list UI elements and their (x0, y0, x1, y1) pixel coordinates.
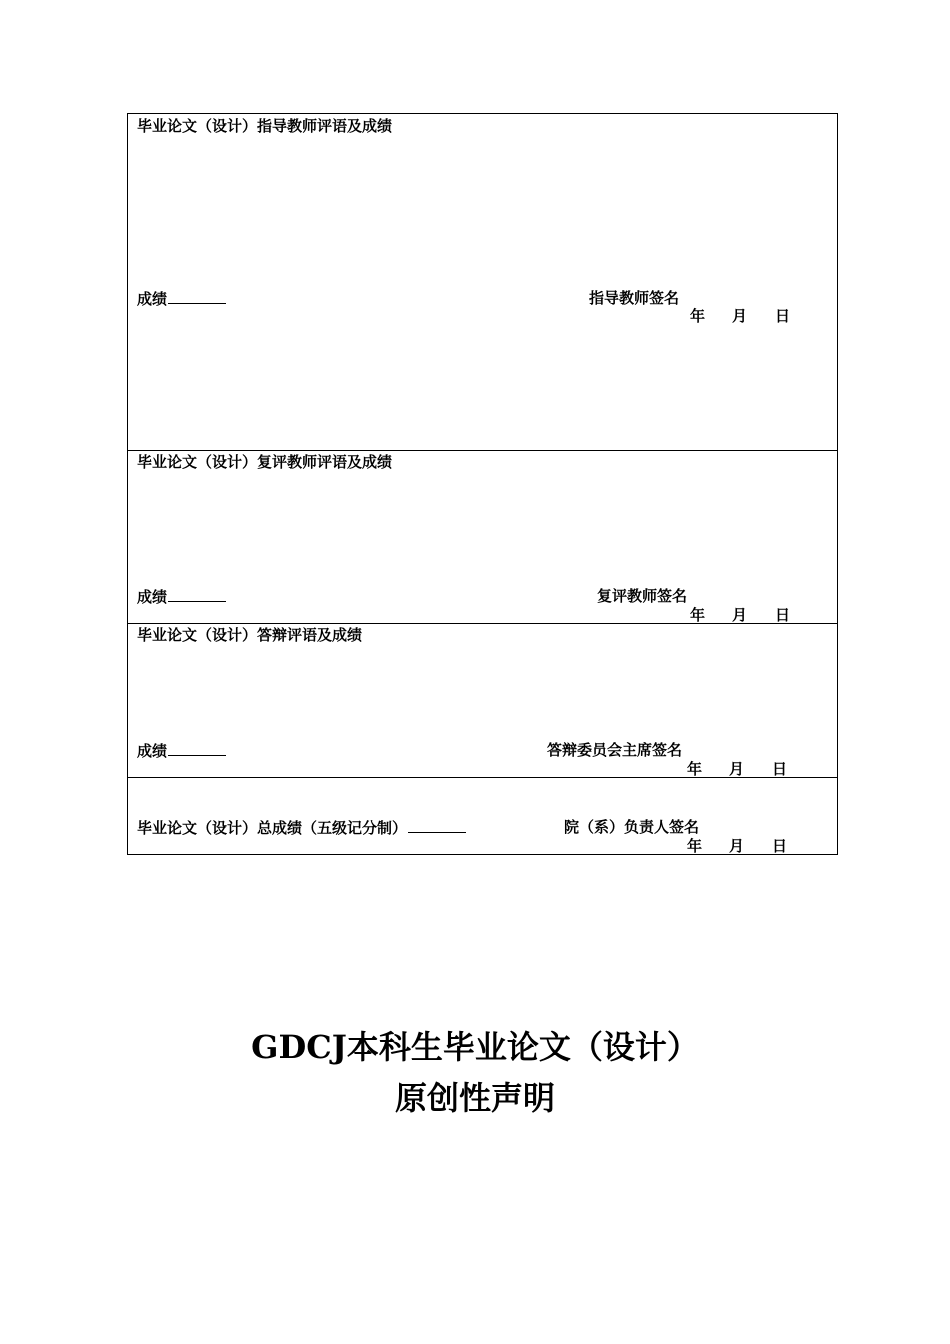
advisor-grade-blank[interactable] (168, 289, 226, 304)
reviewer-signature-label: 复评教师签名 (597, 587, 688, 605)
total-grade-label: 毕业论文（设计）总成绩（五级记分制） (137, 819, 408, 837)
date-month-label: 月 (729, 760, 745, 778)
date-day-label: 日 (772, 760, 788, 778)
defense-date (687, 760, 787, 778)
date-year-label: 年 (690, 606, 706, 624)
defense-signature-label: 答辩委员会主席签名 (547, 741, 683, 759)
advisor-section (128, 114, 837, 450)
total-section (128, 777, 837, 854)
review-form-table (127, 113, 838, 855)
total-date (687, 837, 787, 855)
date-year-label: 年 (687, 837, 703, 855)
advisor-signature-label: 指导教师签名 (589, 289, 680, 307)
defense-section (128, 623, 837, 777)
total-grade-blank[interactable] (408, 818, 466, 833)
advisor-date (690, 307, 790, 325)
reviewer-section (128, 450, 837, 623)
defense-section-title: 毕业论文（设计）答辩评语及成绩 (137, 626, 363, 644)
statement-title-line1: GDCJ本科生毕业论文（设计） (251, 1028, 699, 1066)
defense-grade-field[interactable] (137, 741, 226, 760)
reviewer-section-title: 毕业论文（设计）复评教师评语及成绩 (137, 453, 393, 471)
total-signature-label: 院（系）负责人签名 (564, 818, 700, 836)
date-month-label: 月 (732, 606, 748, 624)
date-day-label: 日 (775, 307, 791, 325)
reviewer-date (690, 606, 790, 624)
date-month-label: 月 (732, 307, 748, 325)
reviewer-grade-label: 成绩 (137, 588, 168, 606)
date-day-label: 日 (775, 606, 791, 624)
advisor-section-title: 毕业论文（设计）指导教师评语及成绩 (137, 117, 393, 135)
advisor-grade-label: 成绩 (137, 290, 168, 308)
reviewer-grade-field[interactable] (137, 587, 226, 606)
defense-grade-label: 成绩 (137, 742, 168, 760)
date-month-label: 月 (729, 837, 745, 855)
reviewer-grade-blank[interactable] (168, 587, 226, 602)
defense-grade-blank[interactable] (168, 741, 226, 756)
date-year-label: 年 (687, 760, 703, 778)
statement-title-line2: 原创性声明 (394, 1079, 555, 1117)
advisor-grade-field[interactable] (137, 289, 226, 308)
date-day-label: 日 (772, 837, 788, 855)
total-grade-field[interactable] (137, 818, 466, 837)
date-year-label: 年 (690, 307, 706, 325)
